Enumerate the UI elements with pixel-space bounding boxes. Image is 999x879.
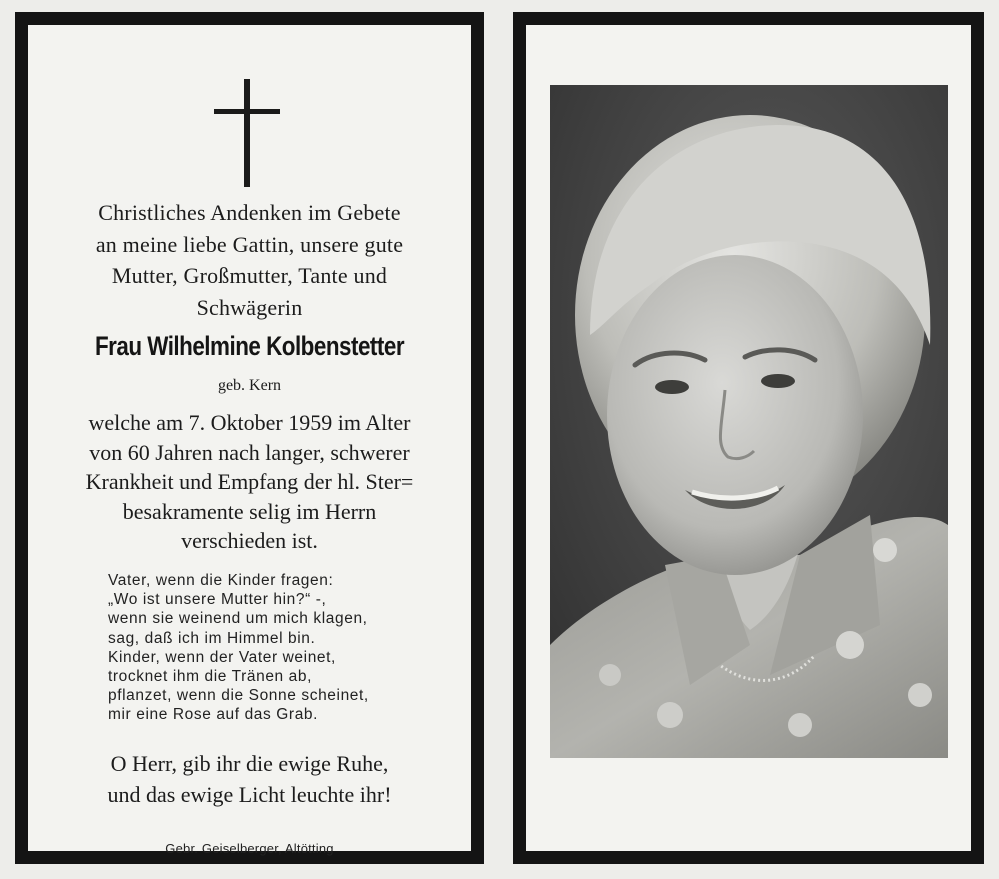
death-notice-text [28, 408, 471, 556]
portrait-photo [550, 85, 948, 758]
notice-line: verschieden ist. [181, 528, 318, 554]
memorial-text-card [15, 12, 484, 864]
poem-line: trocknet ihm die Tränen ab, [108, 668, 313, 686]
portrait-illustration [550, 85, 948, 758]
intro-line: Schwägerin [196, 294, 303, 320]
left-eye [655, 380, 689, 394]
notice-line: besakramente selig im Herrn [122, 498, 377, 524]
flower-pattern [836, 631, 864, 659]
flower-pattern [788, 713, 812, 737]
flower-pattern [873, 538, 897, 562]
printer-credit: Gebr. Geiselberger, Altötting [165, 841, 334, 856]
cross-icon [214, 79, 280, 187]
poem-line: pflanzet, wenn die Sonne scheinet, [108, 687, 369, 705]
intro-text [28, 197, 471, 323]
closing-prayer [28, 748, 471, 810]
flower-pattern [908, 683, 932, 707]
cross-vertical-bar [244, 79, 250, 187]
maiden-name: geb. Kern [217, 377, 282, 394]
right-eye [761, 374, 795, 388]
poem-line: Vater, wenn die Kinder fragen: [108, 572, 334, 589]
poem-line: Kinder, wenn der Vater weinet, [108, 648, 336, 666]
prayer-line: und das ewige Licht leuchte ihr! [107, 782, 392, 807]
poem-line: wenn sie weinend um mich klagen, [108, 610, 368, 628]
intro-line: Mutter, Großmutter, Tante und [111, 263, 388, 288]
face-shape [607, 255, 863, 575]
flower-pattern [599, 664, 621, 686]
intro-line: an meine liebe Gattin, unsere gute [95, 231, 404, 257]
notice-line: von 60 Jahren nach langer, schwerer [89, 439, 410, 465]
prayer-line: O Herr, gib ihr die ewige Ruhe, [110, 751, 389, 776]
notice-line: Krankheit und Empfang der hl. Ster= [85, 469, 414, 495]
cross-horizontal-bar [214, 109, 280, 114]
portrait-card [513, 12, 984, 864]
poem-line: sag, daß ich im Himmel bin. [108, 629, 316, 647]
poem-line: mir eine Rose auf das Grab. [108, 706, 319, 724]
intro-line: Christliches Andenken im Gebete [98, 200, 401, 225]
poem [108, 571, 468, 725]
poem-line: „Wo ist unsere Mutter hin?“ -, [108, 591, 327, 609]
flower-pattern [657, 702, 683, 728]
deceased-name: Frau Wilhelmine Kolbenstetter [94, 331, 405, 361]
notice-line: welche am 7. Oktober 1959 im Alter [88, 410, 411, 435]
